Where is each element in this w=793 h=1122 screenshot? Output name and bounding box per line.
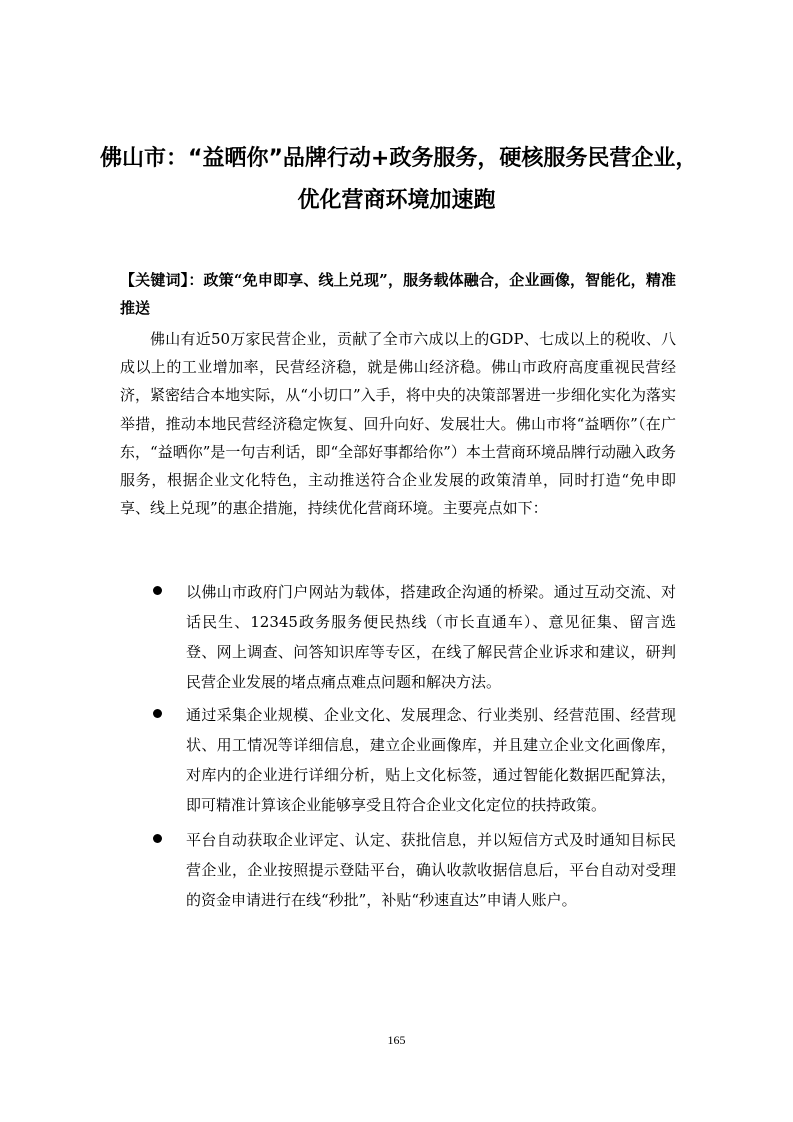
bullet-dot-icon — [153, 834, 162, 843]
bullet-text: 通过采集企业规模、企业文化、发展理念、行业类别、经营范围、经营现状、用工情况等详细信息，建立企业画像库，并且建立企业文化画像库，对库内的企业进行详细分析，贴上文化标签，通过智能化数据匹配算法，即可精准计算该企业能够享受且符合企业文化定位的扶持政策。 — [186, 706, 676, 814]
bullet-item — [150, 825, 676, 915]
bullet-item — [150, 700, 676, 820]
intro-paragraph: 佛山有近50万家民营企业，贡献了全市六成以上的GDP、七成以上的税收、八成以上的工业增加率，民营经济稳，就是佛山经济稳。佛山市政府高度重视民营经济，紧密结合本地实际，从“小切口”入手，将中央的决策部署进一步细化实化为落实举措，推动本地民营经济稳定恢复、回升向好、发展壮大。佛山市将“益晒你”（在广东，“益晒你”是一句吉利话，即“全部好事都给你”）本土营商环境品牌行动融入政务服务，根据企业文化特色，主动推送符合企业发展的政策清单，同时打造“免申即享、线上兑现”的惠企措施，持续优化营商环境。主要亮点如下： — [120, 330, 676, 518]
keywords-paragraph: 【关键词】：政策“免申即享、线上兑现”，服务载体融合，企业画像，智能化，精准推送 — [120, 271, 676, 317]
bullet-item — [150, 577, 676, 697]
bullet-text: 以佛山市政府门户网站为载体，搭建政企沟通的桥梁。通过互动交流、对话民生、12345政务服务便民热线（市长直通车）、意见征集、留言选登、网上调查、问答知识库等专区，在线了解民营企业诉求和建议，研判民营企业发展的堵点痛点难点问题和解决方法。 — [186, 583, 676, 691]
page-number: 165 — [387, 1033, 406, 1047]
document-title-line-2: 优化营商环境加速跑 — [297, 188, 496, 213]
bullet-dot-icon — [153, 709, 162, 718]
document-title-line-1: 佛山市：“益晒你”品牌行动+政务服务，硬核服务民营企业， — [100, 146, 698, 171]
bullet-dot-icon — [153, 586, 162, 595]
bullet-text: 平台自动获取企业评定、认定、获批信息，并以短信方式及时通知目标民营企业，企业按照提示登陆平台，确认收款收据信息后，平台自动对受理的资金申请进行在线“秒批”，补贴“秒速直达”申请人账户。 — [186, 831, 676, 909]
